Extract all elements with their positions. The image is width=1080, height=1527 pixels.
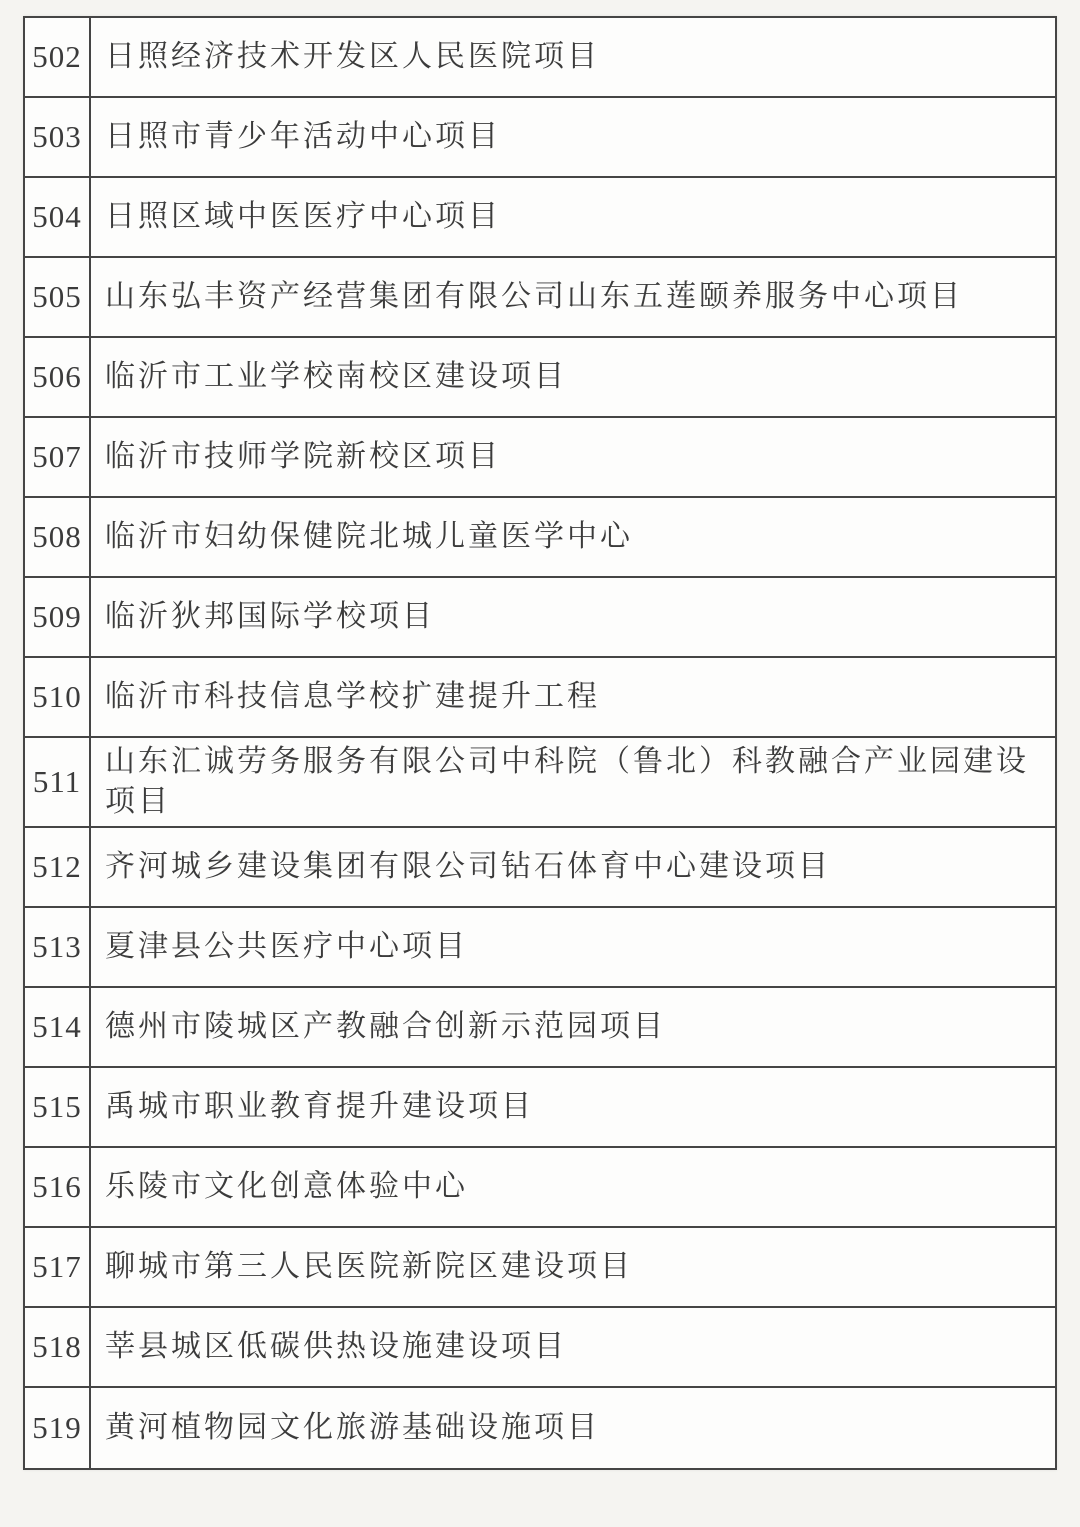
table-row [25,578,1055,658]
project-name: 山东汇诚劳务服务有限公司中科院（鲁北）科教融合产业园建设项目 [105,745,1029,818]
project-name: 日照市青少年活动中心项目 [105,120,501,153]
project-name: 临沂市妇幼保健院北城儿童医学中心 [105,520,633,553]
row-number: 510 [25,658,91,736]
project-name: 齐河城乡建设集团有限公司钻石体育中心建设项目 [105,850,831,883]
project-name: 德州市陵城区产教融合创新示范园项目 [105,1010,666,1043]
row-number: 511 [25,738,91,826]
row-number: 518 [25,1308,91,1386]
table-row [25,338,1055,418]
project-name: 临沂市技师学院新校区项目 [105,440,501,473]
table-row [25,1068,1055,1148]
row-number: 509 [25,578,91,656]
row-number: 503 [25,98,91,176]
table-row [25,1308,1055,1388]
table-row [25,908,1055,988]
table-row [25,418,1055,498]
row-number: 515 [25,1068,91,1146]
project-name: 禹城市职业教育提升建设项目 [105,1090,534,1123]
table-row [25,258,1055,338]
table-row [25,18,1055,98]
project-name: 山东弘丰资产经营集团有限公司山东五莲颐养服务中心项目 [105,280,963,313]
row-number: 513 [25,908,91,986]
table-row [25,738,1055,828]
table-row [25,988,1055,1068]
project-name: 莘县城区低碳供热设施建设项目 [105,1330,567,1363]
row-number: 517 [25,1228,91,1306]
row-number: 507 [25,418,91,496]
project-name: 临沂市工业学校南校区建设项目 [105,360,567,393]
project-name: 夏津县公共医疗中心项目 [105,930,468,963]
table-row [25,658,1055,738]
row-number: 505 [25,258,91,336]
row-number: 508 [25,498,91,576]
project-name: 乐陵市文化创意体验中心 [105,1170,468,1203]
row-number: 502 [25,18,91,96]
table-row [25,828,1055,908]
table-row [25,98,1055,178]
project-name: 日照经济技术开发区人民医院项目 [105,40,600,73]
row-number: 506 [25,338,91,416]
row-number: 504 [25,178,91,256]
project-name: 日照区域中医医疗中心项目 [105,200,501,233]
table-row [25,178,1055,258]
project-name: 聊城市第三人民医院新院区建设项目 [105,1250,633,1283]
table-row [25,1388,1055,1468]
project-name: 临沂狄邦国际学校项目 [105,600,435,633]
table-row [25,1228,1055,1308]
table-row [25,1148,1055,1228]
project-name: 临沂市科技信息学校扩建提升工程 [105,680,600,713]
project-table [23,16,1057,1470]
row-number: 519 [25,1388,91,1468]
project-name: 黄河植物园文化旅游基础设施项目 [105,1411,600,1444]
row-number: 516 [25,1148,91,1226]
row-number: 512 [25,828,91,906]
table-row [25,498,1055,578]
row-number: 514 [25,988,91,1066]
